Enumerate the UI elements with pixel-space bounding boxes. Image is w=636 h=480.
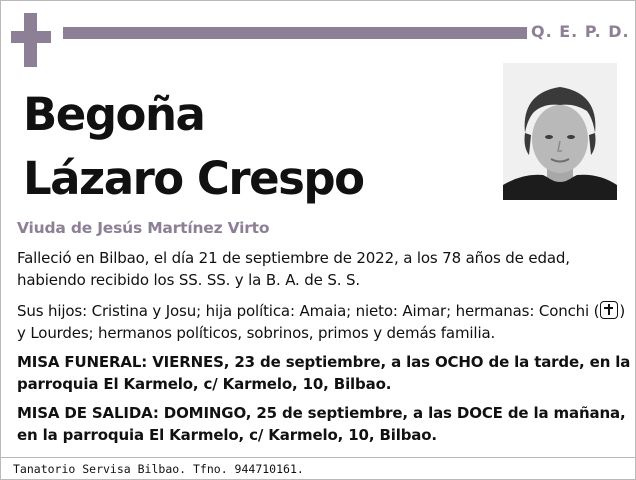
qepd-label: Q. E. P. D. — [531, 22, 630, 41]
family-line: y Lourdes; hermanos políticos, sobrinos, primos y demás familia. — [17, 324, 496, 342]
deceased-surnames: Lázaro Crespo — [23, 152, 364, 205]
footer-divider — [1, 457, 636, 458]
family-line — [17, 300, 629, 322]
deceased-first-name: Begoña — [23, 88, 205, 141]
funeral-mass-line: parroquia El Karmelo, c/ Karmelo, 10, Bilbao. — [17, 375, 392, 393]
family-line-text: ) — [619, 302, 626, 320]
deceased-subtitle: Viuda de Jesús Martínez Virto — [17, 219, 270, 237]
death-notice — [17, 247, 629, 291]
departure-mass — [17, 402, 629, 446]
cross-icon — [11, 13, 51, 67]
family-paragraph — [17, 300, 629, 344]
funeral-mass — [17, 351, 629, 395]
departure-mass-line: MISA DE SALIDA: DOMINGO, 25 de septiembre, a las DOCE de la mañana, — [17, 404, 626, 422]
family-line-text: Sus hijos: Cristina y Josu; hija política: Amaia; nieto: Aimar; hermanas: Conchi ( — [17, 302, 600, 320]
portrait-photo — [503, 63, 617, 200]
header-rule — [63, 27, 527, 39]
departure-mass-line: en la parroquia El Karmelo, c/ Karmelo, 10, Bilbao. — [17, 426, 437, 444]
death-notice-line: habiendo recibido los SS. SS. y la B. A. de S. S. — [17, 271, 360, 289]
death-notice-line: Falleció en Bilbao, el día 21 de septiembre de 2022, a los 78 años de edad, — [17, 249, 570, 267]
funeral-home-footer: Tanatorio Servisa Bilbao. Tfno. 944710161. — [13, 462, 304, 476]
deceased-cross-icon — [600, 301, 618, 319]
funeral-mass-line: MISA FUNERAL: VIERNES, 23 de septiembre, a las OCHO de la tarde, en la — [17, 353, 631, 371]
